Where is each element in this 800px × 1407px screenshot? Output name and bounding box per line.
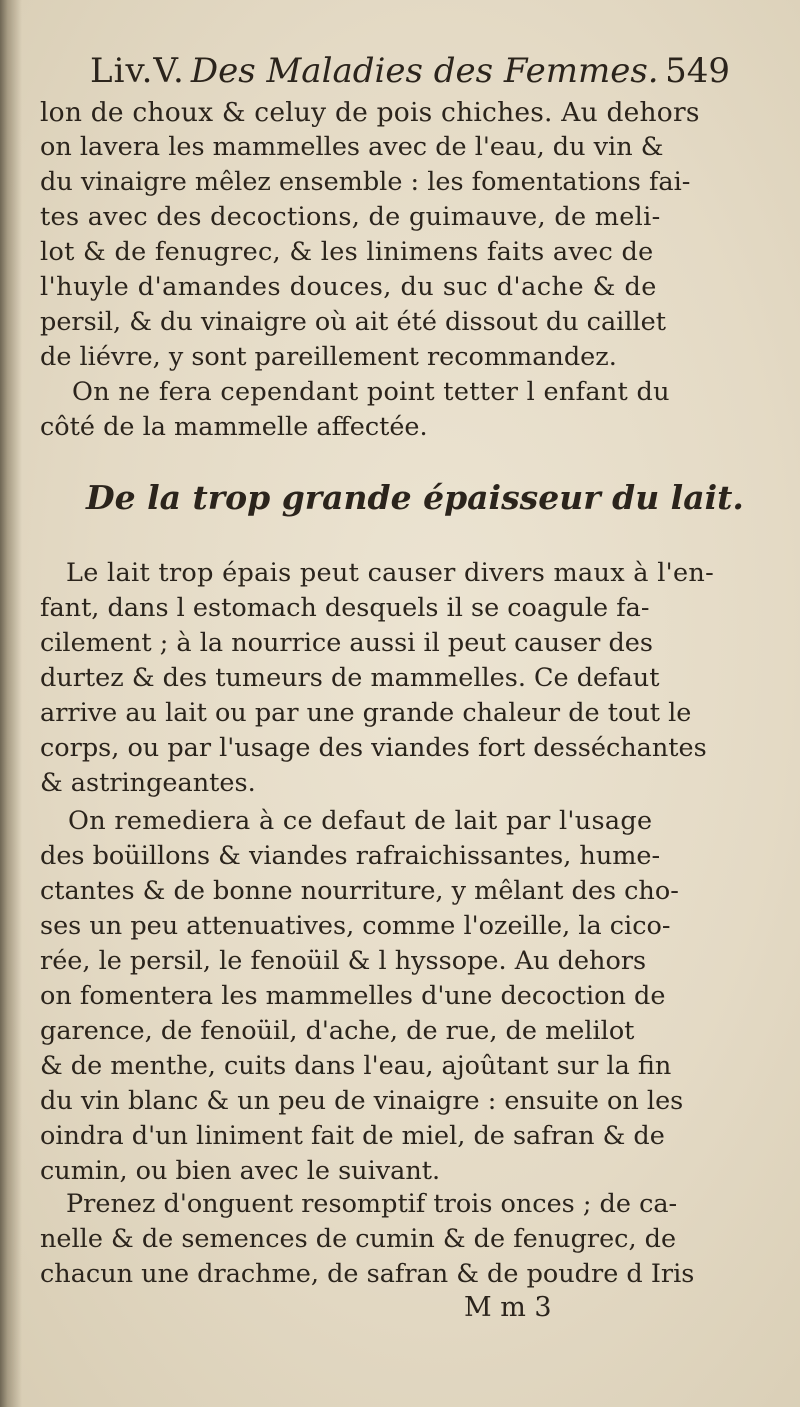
book-number: Liv.V.	[90, 51, 185, 91]
signature-mark: M m 3	[464, 1292, 552, 1323]
text-line: & de menthe, cuits dans l'eau, ajoûtant sur la fin	[40, 1051, 672, 1081]
text-line: cilement ; à la nourrice aussi il peut causer des	[40, 628, 653, 658]
text-line: on fomentera les mammelles d'une decoction de	[40, 981, 666, 1011]
page-number: 549	[665, 51, 730, 91]
text-line: on lavera les mammelles avec de l'eau, du vin &	[40, 132, 664, 162]
text-line: durtez & des tumeurs de mammelles. Ce defaut	[40, 663, 660, 693]
text-line: ctantes & de bonne nourriture, y mêlant des cho-	[40, 876, 679, 906]
section-heading: De la trop grande épaisseur du lait.	[86, 478, 744, 517]
text-line: corps, ou par l'usage des viandes fort desséchantes	[40, 733, 707, 763]
page-binding-shadow	[0, 0, 22, 1407]
text-line: On remediera à ce defaut de lait par l'usage	[68, 806, 653, 836]
text-line: du vin blanc & un peu de vinaigre : ensuite on les	[40, 1086, 684, 1116]
text-line: chacun une drachme, de safran & de poudre d Iris	[40, 1259, 695, 1289]
text-line: lon de choux & celuy de pois chiches. Au dehors	[40, 97, 700, 128]
text-line: cumin, ou bien avec le suivant.	[40, 1156, 441, 1186]
text-line: fant, dans l estomach desquels il se coagule fa-	[40, 593, 650, 623]
text-line: du vinaigre mêlez ensemble : les fomentations fai-	[40, 167, 691, 197]
text-line: On ne fera cependant point tetter l enfant du	[72, 377, 670, 407]
text-line: oindra d'un liniment fait de miel, de safran & de	[40, 1121, 665, 1151]
text-line: tes avec des decoctions, de guimauve, de meli-	[40, 202, 661, 232]
text-line: côté de la mammelle affectée.	[40, 412, 428, 442]
text-line: l'huyle d'amandes douces, du suc d'ache & de	[40, 272, 657, 302]
text-line: garence, de fenoüil, d'ache, de rue, de melilot	[40, 1016, 635, 1046]
text-line: Le lait trop épais peut causer divers maux à l'en-	[66, 558, 715, 588]
text-line: persil, & du vinaigre où ait été dissout du caillet	[40, 307, 666, 337]
running-title: Des Maladies des Femmes.	[190, 51, 659, 91]
text-line: lot & de fenugrec, & les linimens faits avec de	[40, 237, 654, 267]
running-head	[90, 46, 730, 96]
text-line: nelle & de semences de cumin & de fenugrec, de	[40, 1224, 677, 1254]
text-line: de liévre, y sont pareillement recommandez.	[40, 342, 617, 372]
text-line: arrive au lait ou par une grande chaleur de tout le	[40, 698, 692, 728]
text-line: & astringeantes.	[40, 768, 256, 798]
text-line: rée, le persil, le fenoüil & l hyssope. Au dehors	[40, 946, 647, 976]
text-line: Prenez d'onguent resomptif trois onces ; de ca-	[66, 1189, 678, 1219]
text-line: des boüillons & viandes rafraichissantes, hume-	[40, 841, 661, 871]
text-line: ses un peu attenuatives, comme l'ozeille, la cico-	[40, 911, 671, 941]
